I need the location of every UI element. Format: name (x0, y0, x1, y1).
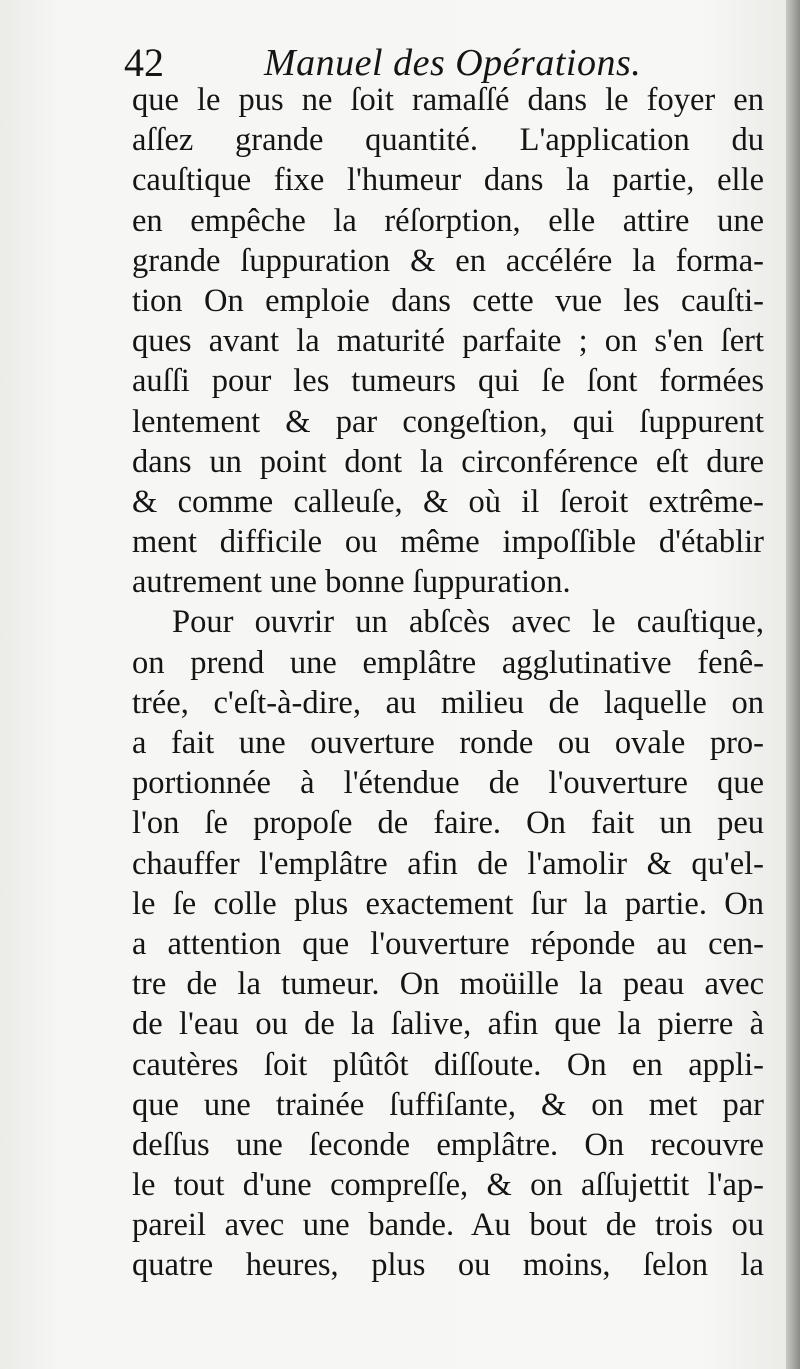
text-line: ment difficile ou même impoſſible d'établir (132, 524, 764, 561)
text-line: cautères ſoit plûtôt diſſoute. On en appli- (132, 1046, 764, 1083)
text-line: le tout d'une compreſſe, & on aſſujettit l'ap- (132, 1167, 764, 1204)
text-line: grande ſuppuration & en accélére la forma- (132, 242, 764, 279)
text-line: dans un point dont la circonférence eſt dure (132, 443, 764, 480)
text-line: chauffer l'emplâtre afin de l'amolir & qu'el- (132, 845, 764, 882)
page-number: 42 (124, 40, 164, 85)
text-line: tion On emploie dans cette vue les cauſti- (132, 282, 764, 319)
page-edge-shadow (786, 0, 800, 1369)
text-line: ques avant la maturité parfaite ; on s'en ſert (132, 323, 764, 360)
text-line: que le pus ne ſoit ramaſſé dans le foyer en (132, 82, 764, 118)
text-line: a attention que l'ouverture réponde au cen- (132, 925, 764, 962)
text-line: lentement & par congeſtion, qui ſuppurent (132, 403, 764, 440)
text-line: aſſez grande quantité. L'application du (132, 122, 764, 159)
text-line: autrement une bonne ſuppuration. (132, 564, 571, 601)
text-line: a fait une ouverture ronde ou ovale pro- (132, 725, 764, 761)
text-line: l'on ſe propoſe de faire. On fait un peu (132, 805, 764, 842)
text-line: quatre heures, plus ou moins, ſelon la (132, 1247, 764, 1284)
body-text (132, 80, 764, 1286)
text-line: de l'eau ou de la ſalive, afin que la pierre à (132, 1006, 764, 1043)
running-title: Manuel des Opérations. (264, 42, 642, 84)
text-line: deſſus une ſeconde emplâtre. On recouvre (132, 1126, 764, 1163)
paragraph-start-line: Pour ouvrir un abſcès avec le cauſtique, (172, 604, 764, 641)
text-line: cauſtique fixe l'humeur dans la partie, elle (132, 162, 764, 199)
text-line: portionnée à l'étendue de l'ouverture que (132, 765, 764, 802)
text-line: on prend une emplâtre agglutinative fenê- (132, 644, 764, 681)
text-line: que une trainée ſuffiſante, & on met par (132, 1086, 764, 1123)
text-line: tre de la tumeur. On moüille la peau avec (132, 966, 764, 1003)
text-line: trée, c'eſt-à-dire, au milieu de laquelle on (132, 684, 764, 721)
text-line: & comme calleuſe, & où il ſeroit extrême- (132, 483, 764, 520)
text-line: le ſe colle plus exactement ſur la partie. On (132, 885, 764, 922)
text-line: en empêche la réſorption, elle attire une (132, 202, 764, 239)
text-line: auſſi pour les tumeurs qui ſe ſont formées (132, 363, 764, 400)
text-line: pareil avec une bande. Au bout de trois ou (132, 1207, 764, 1244)
